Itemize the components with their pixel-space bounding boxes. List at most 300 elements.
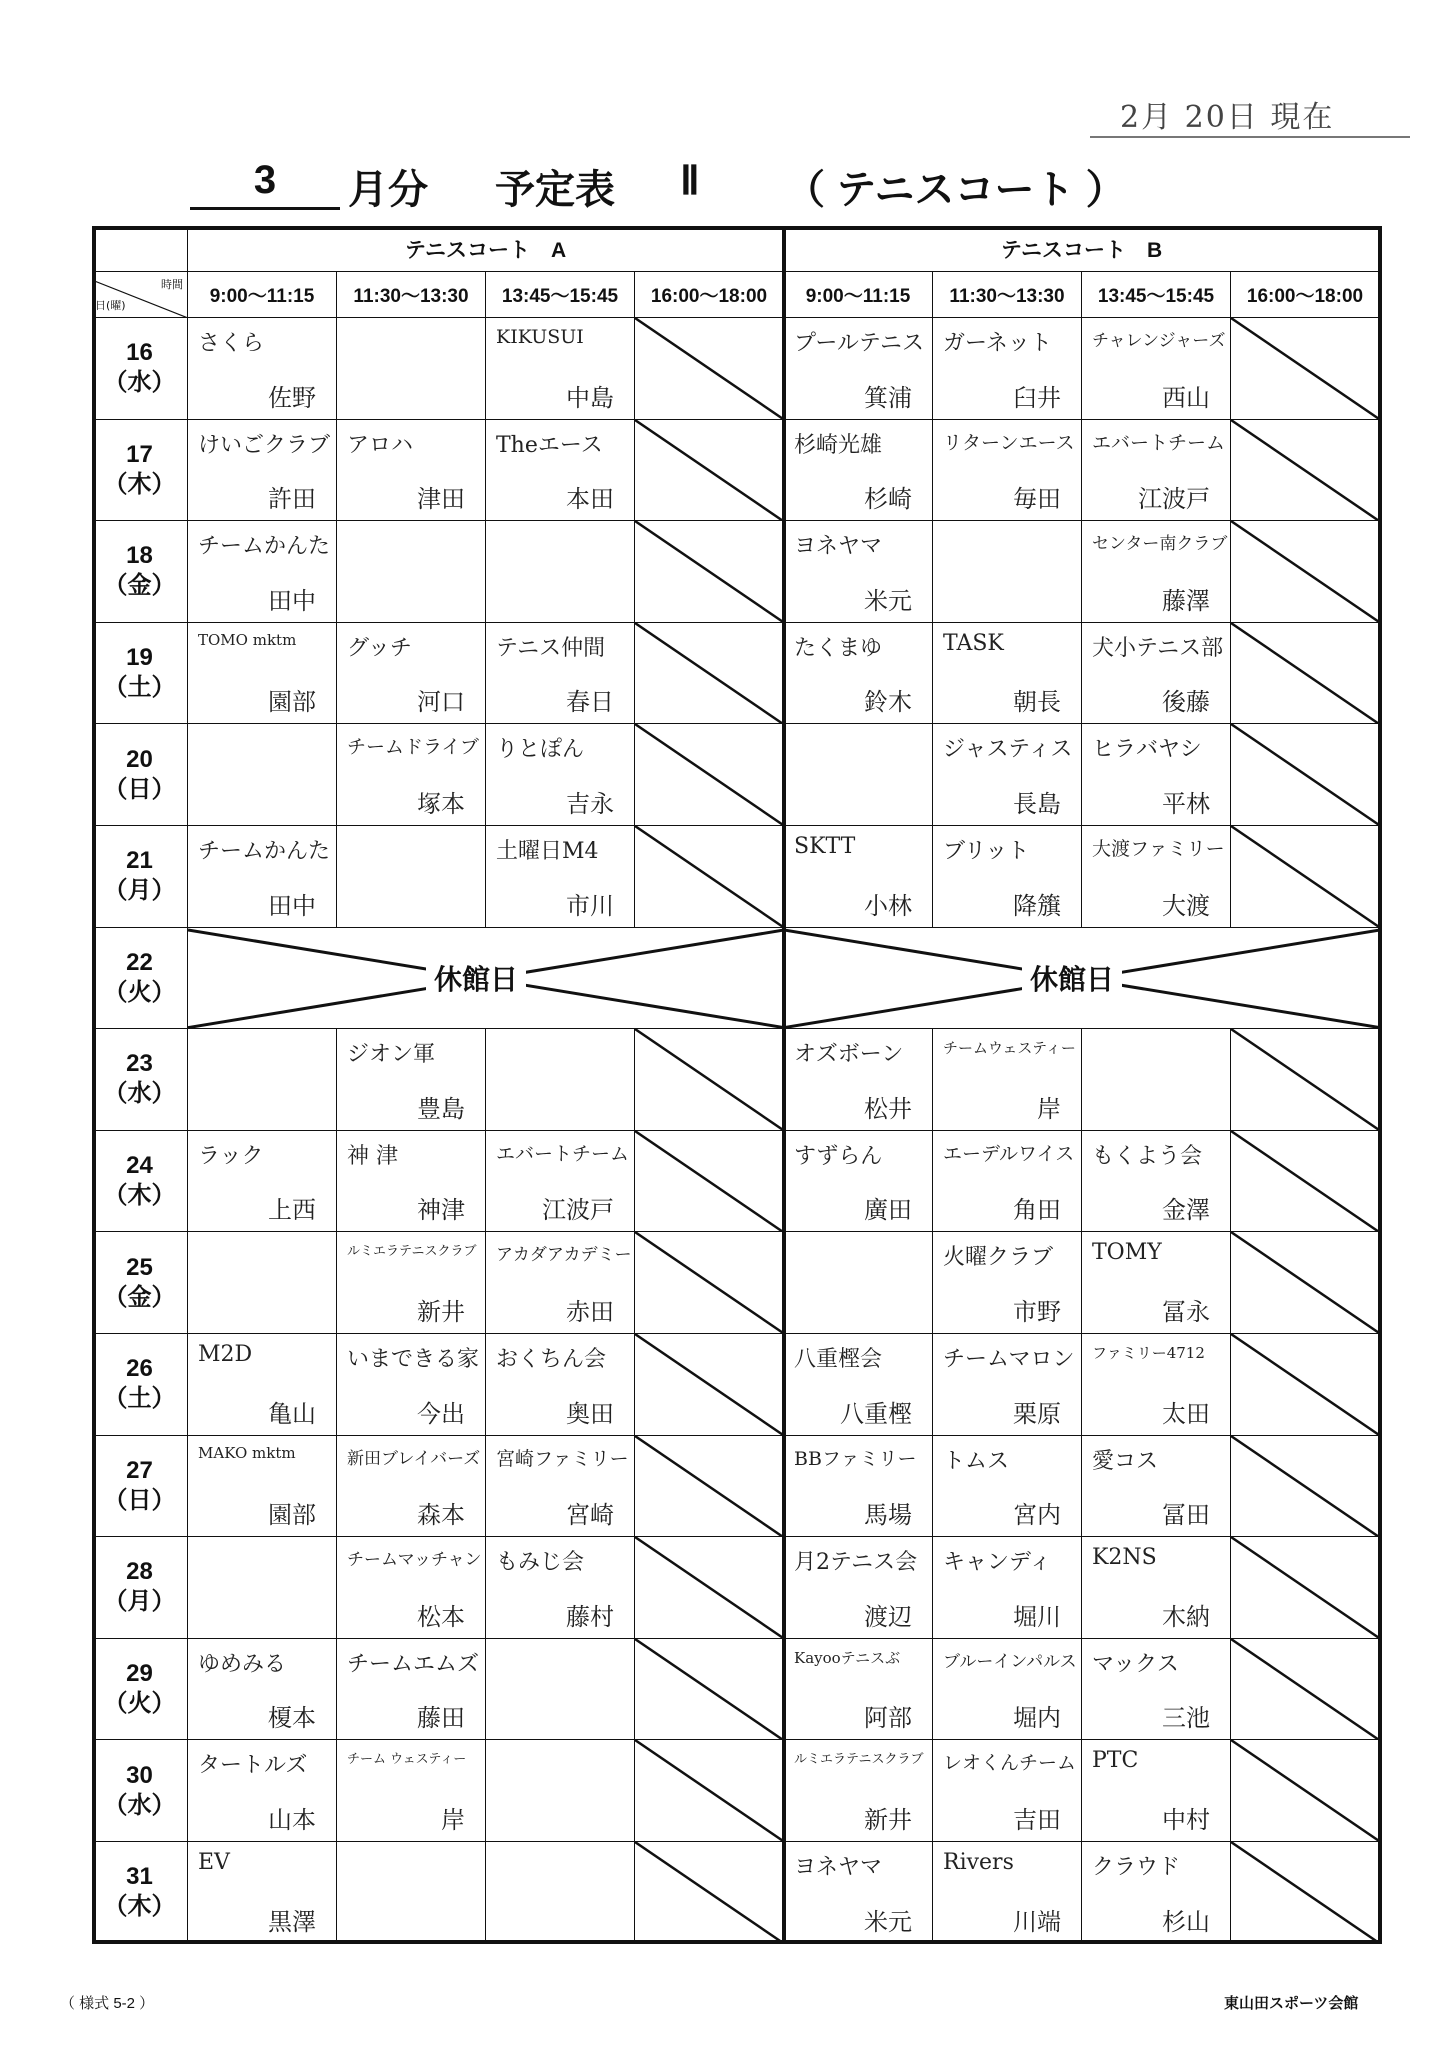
unavailable-slash-line [635,1639,784,1741]
booking-cell [337,1029,486,1131]
representative-name: 箕浦 [864,383,912,412]
unavailable-slash [1231,1436,1380,1538]
team-name: ゆめみる [198,1651,287,1677]
time-slot-header [188,272,337,318]
date-number: 20 [126,745,153,773]
representative-name: 榎本 [268,1704,316,1733]
closed-day-label: 休館日 [426,958,526,998]
booking-cell [784,1334,933,1436]
date-number: 30 [126,1761,153,1789]
booking-cell [337,724,486,826]
representative-name: 亀山 [268,1399,316,1428]
representative-name: 鈴木 [864,688,912,717]
team-name: SKTT [794,834,856,859]
representative-name: 冨田 [1162,1501,1210,1530]
team-name: EV [198,1850,230,1875]
team-name: 愛コス [1092,1448,1159,1474]
unavailable-slash-line [1231,826,1380,928]
unavailable-slash-line [1231,1639,1380,1741]
representative-name: 栗原 [1013,1399,1061,1428]
representative-name: 山本 [268,1805,316,1834]
team-name: TOMO mktm [198,630,297,649]
unavailable-slash [1231,1639,1380,1741]
unavailable-slash [1231,1131,1380,1233]
team-name: チームドライブ [347,736,479,759]
representative-name: 新井 [864,1805,912,1834]
unavailable-slash-line [1231,318,1380,420]
empty-slot [188,1232,337,1334]
booking-cell [486,1334,635,1436]
unavailable-cell [635,623,784,725]
day-of-week: （金） [103,1283,176,1311]
empty-slot [784,724,933,826]
representative-name: 杉山 [1162,1907,1210,1936]
unavailable-slash-line [1231,420,1380,522]
representative-name: 三池 [1162,1704,1210,1733]
empty-slot [337,521,486,623]
unavailable-slash [635,420,784,522]
booking-cell [1082,1740,1231,1842]
unavailable-slash [1231,420,1380,522]
unavailable-slash-line [635,1842,784,1944]
representative-name: 杉崎 [864,485,912,514]
booking-cell [933,1842,1082,1944]
closed-day-cell [784,928,1380,1030]
time-slot-header [486,272,635,318]
representative-name: 馬場 [864,1501,912,1530]
team-name: 土曜日M4 [496,839,599,864]
team-name: テニス仲間 [496,635,606,661]
unavailable-slash [635,1029,784,1131]
date-number: 23 [126,1050,153,1078]
booking-cell [486,826,635,928]
time-slot-header [933,272,1082,318]
representative-name: 奥田 [566,1399,614,1428]
unavailable-cell [1231,1740,1380,1842]
day-of-week: （月） [103,1588,176,1616]
booking-cell [933,1334,1082,1436]
representative-name: 西山 [1162,383,1210,412]
unavailable-cell [1231,420,1380,522]
day-of-week: （水） [103,1791,176,1819]
unavailable-cell [635,1029,784,1131]
team-name: ブリット [943,839,1030,864]
team-name: 新田ブレイバーズ [347,1448,481,1469]
representative-name: 黒澤 [268,1907,316,1936]
representative-name: 津田 [417,485,465,514]
representative-name: 毎田 [1013,485,1061,514]
representative-name: 宮内 [1013,1501,1061,1530]
booking-cell [486,724,635,826]
day-cell [92,826,188,928]
empty-slot [486,1639,635,1741]
team-name: 火曜クラブ [943,1245,1054,1271]
empty-slot [486,1029,635,1131]
booking-cell [784,1639,933,1741]
day-cell [92,1029,188,1131]
day-of-week: （木） [103,470,176,498]
booking-cell [1082,724,1231,826]
unavailable-cell [1231,1537,1380,1639]
booking-cell [188,1334,337,1436]
time-slot-label: 16:00～18:00 [1246,286,1364,307]
representative-name: 大渡 [1162,891,1210,920]
unavailable-slash-line [635,826,784,928]
time-slot-label: 13:45～15:45 [1097,286,1215,307]
representative-name: 八重樫 [840,1399,912,1428]
team-name: すずらん [794,1143,883,1169]
team-name: たくまゆ [794,635,883,661]
representative-name: 新井 [417,1297,465,1326]
unavailable-cell [635,1537,784,1639]
team-name: センター南クラブ [1092,534,1228,555]
booking-cell [188,1842,337,1944]
unavailable-slash [1231,521,1380,623]
team-name: もみじ会 [496,1550,585,1576]
team-name: TASK [943,630,1004,656]
day-cell [92,521,188,623]
booking-cell [337,1537,486,1639]
unavailable-slash [1231,1842,1380,1944]
team-name: トムス [943,1448,1010,1474]
team-name: 杉崎光雄 [794,432,883,458]
representative-name: 松本 [417,1602,465,1631]
representative-name: 堀川 [1013,1602,1061,1631]
team-name: エバートチーム [496,1142,630,1165]
time-slot-header [1082,272,1231,318]
team-name: タートルズ [198,1753,308,1779]
booking-cell [1082,1232,1231,1334]
team-name: レオくんチーム [943,1752,1077,1775]
booking-cell [1082,1334,1231,1436]
unavailable-slash [635,318,784,420]
booking-cell [784,420,933,522]
team-name: アカダアカデミー [496,1245,632,1266]
booking-cell [784,521,933,623]
team-name: ガーネット [943,331,1052,356]
representative-name: 中村 [1162,1805,1210,1834]
time-slot-header [1231,272,1380,318]
day-cell [92,318,188,420]
unavailable-slash [635,1232,784,1334]
booking-cell [933,420,1082,522]
unavailable-cell [1231,1029,1380,1131]
date-number: 16 [126,339,153,367]
team-name: M2D [198,1342,253,1367]
booking-cell [486,1436,635,1538]
time-slot-header [635,272,784,318]
unavailable-cell [635,1436,784,1538]
representative-name: 廣田 [864,1196,912,1225]
booking-cell [486,1131,635,1233]
time-slot-label: 11:30～13:30 [949,286,1065,307]
team-name: 犬小テニス部 [1092,635,1224,661]
day-of-week: （金） [103,572,176,600]
representative-name: 宮崎 [566,1501,614,1530]
unavailable-slash [1231,826,1380,928]
team-name: ヨネヤマ [794,1855,883,1880]
day-cell [92,1740,188,1842]
date-number: 17 [126,440,153,468]
date-number: 24 [126,1152,153,1180]
unavailable-slash-line [635,420,784,522]
day-of-week: （火） [103,1690,176,1718]
representative-name: 後藤 [1162,688,1210,717]
day-of-week: （木） [103,1182,176,1210]
booking-cell [1082,318,1231,420]
team-name: キャンディ [943,1550,1052,1576]
team-name: チームマッチャン [347,1550,482,1571]
time-slot-label: 9:00～11:15 [209,286,315,307]
empty-slot [337,1842,486,1944]
representative-name: 岸 [441,1805,465,1834]
closed-day-cell [188,928,784,1030]
representative-name: 木納 [1162,1602,1210,1631]
date-number: 18 [126,542,153,570]
representative-name: 渡辺 [864,1602,912,1631]
date-number: 27 [126,1456,153,1484]
team-name: オズボーン [794,1042,904,1068]
booking-cell [188,318,337,420]
unavailable-slash [1231,1537,1380,1639]
title-month-suffix: 月分 [348,168,428,212]
booking-cell [188,826,337,928]
title-facility: （ テニスコート ） [785,168,1126,212]
unavailable-slash-line [1231,1740,1380,1842]
unavailable-cell [1231,1842,1380,1944]
team-name: TOMY [1092,1240,1162,1266]
representative-name: 佐野 [268,383,316,412]
unavailable-slash-line [635,1232,784,1334]
unavailable-slash [635,1537,784,1639]
time-slot-header [337,272,486,318]
booking-cell [188,420,337,522]
unavailable-cell [635,826,784,928]
booking-cell [337,420,486,522]
day-cell [92,724,188,826]
representative-name: 田中 [268,586,316,615]
team-name: エーデルワイス [943,1142,1075,1165]
representative-name: 今出 [417,1399,465,1428]
unavailable-cell [635,1639,784,1741]
time-slot-label: 11:30～13:30 [353,286,469,307]
booking-cell [337,1232,486,1334]
representative-name: 市野 [1013,1297,1061,1326]
unavailable-slash-line [635,1334,784,1436]
booking-cell [486,1537,635,1639]
day-of-week: （日） [103,1486,176,1514]
unavailable-cell [1231,1639,1380,1741]
booking-cell [784,623,933,725]
team-name: プールテニス [794,331,925,356]
representative-name: 太田 [1162,1399,1210,1428]
unavailable-slash [1231,623,1380,725]
date-number: 21 [126,847,153,875]
team-name: チームかんた [198,534,331,560]
empty-slot [188,724,337,826]
unavailable-slash-line [635,623,784,725]
booking-cell [486,1232,635,1334]
booking-cell [337,1334,486,1436]
empty-slot [188,1537,337,1639]
court-header [784,226,1380,272]
day-of-week: （日） [103,775,176,803]
unavailable-cell [635,521,784,623]
team-name: 宮崎ファミリー [496,1447,629,1470]
representative-name: 松井 [864,1094,912,1123]
unavailable-slash [635,623,784,725]
day-of-week: （木） [103,1893,176,1921]
booking-cell [188,1639,337,1741]
representative-name: 森本 [417,1501,465,1530]
booking-cell [784,1537,933,1639]
team-name: チーム ウェスティー [347,1752,467,1768]
date-number: 28 [126,1558,153,1586]
court-name: テニスコート A [404,238,567,262]
representative-name: 赤田 [566,1297,614,1326]
booking-cell [784,1436,933,1538]
unavailable-slash [635,521,784,623]
representative-name: 岸 [1037,1094,1061,1123]
booking-cell [486,318,635,420]
unavailable-cell [635,1842,784,1944]
date-number: 26 [126,1355,153,1383]
team-name: リターンエース [943,431,1075,454]
unavailable-cell [635,1131,784,1233]
booking-cell [1082,521,1231,623]
team-name: KIKUSUI [496,326,584,348]
booking-cell [933,318,1082,420]
booking-cell [337,1639,486,1741]
day-cell [92,1232,188,1334]
date-number: 25 [126,1253,153,1281]
unavailable-cell [1231,1131,1380,1233]
booking-cell [1082,826,1231,928]
booking-cell [188,1740,337,1842]
booking-cell [933,724,1082,826]
date-number: 31 [126,1863,153,1891]
day-of-week: （土） [103,1385,176,1413]
booking-cell [933,1436,1082,1538]
unavailable-cell [635,1232,784,1334]
team-name: いまできる家 [347,1347,480,1372]
booking-cell [784,1740,933,1842]
booking-cell [933,1537,1082,1639]
closed-day-label: 休館日 [1022,958,1122,998]
team-name: チームウェスティー [943,1039,1076,1058]
day-cell [92,1334,188,1436]
day-cell [92,1436,188,1538]
team-name: チャレンジャーズ [1092,331,1226,351]
team-name: Kayooテニスぶ [794,1648,901,1667]
team-name: マックス [1092,1651,1179,1677]
team-name: エバートチーム [1092,431,1226,454]
unavailable-cell [635,1740,784,1842]
unavailable-cell [1231,623,1380,725]
time-slot-label: 9:00～11:15 [805,286,911,307]
unavailable-slash [635,1334,784,1436]
team-name: ルミエラテニスクラブ [347,1244,477,1260]
representative-name: 阿部 [864,1704,912,1733]
team-name: ルミエラテニスクラブ [794,1752,924,1768]
time-slot-header [784,272,933,318]
unavailable-cell [1231,1436,1380,1538]
empty-slot [784,1232,933,1334]
booking-cell [784,1029,933,1131]
day-cell [92,420,188,522]
empty-slot [188,1029,337,1131]
empty-slot [337,826,486,928]
form-number: （ 様式 5-2 ） [60,1995,155,2012]
representative-name: 長島 [1013,789,1061,818]
date-number: 29 [126,1660,153,1688]
booking-cell [933,1639,1082,1741]
representative-name: 平林 [1162,789,1210,818]
day-of-week: （月） [103,877,176,905]
unavailable-slash [1231,1334,1380,1436]
day-cell [92,1131,188,1233]
booking-cell [337,623,486,725]
booking-cell [337,1740,486,1842]
unavailable-cell [1231,826,1380,928]
team-name: クラウド [1092,1855,1181,1880]
booking-cell [188,1131,337,1233]
representative-name: 金澤 [1162,1196,1210,1225]
team-name: ファミリー4712 [1092,1344,1205,1362]
representative-name: 中島 [566,383,614,412]
team-name: グッチ [347,635,412,661]
unavailable-slash-line [1231,623,1380,725]
booking-cell [1082,1436,1231,1538]
booking-cell [486,420,635,522]
representative-name: 冨永 [1162,1297,1210,1326]
team-name: チームかんた [198,839,331,864]
team-name: さくら [198,331,265,356]
team-name: おくちん会 [496,1347,607,1372]
booking-cell [188,521,337,623]
representative-name: 朝長 [1013,688,1061,717]
representative-name: 藤村 [566,1602,614,1631]
team-name: 大渡ファミリー [1092,838,1225,860]
booking-cell [784,826,933,928]
empty-slot [486,1842,635,1944]
booking-cell [1082,623,1231,725]
team-name: もくよう会 [1092,1143,1203,1169]
unavailable-slash-line [635,318,784,420]
booking-cell [188,623,337,725]
representative-name: 降籏 [1013,891,1061,920]
day-cell [92,1842,188,1944]
team-name: ラック [198,1143,264,1169]
date-number: 22 [126,948,153,976]
booking-cell [933,826,1082,928]
representative-name: 川端 [1013,1907,1061,1936]
representative-name: 豊島 [417,1094,465,1123]
unavailable-cell [1231,1232,1380,1334]
representative-name: 江波戸 [542,1196,614,1225]
unavailable-cell [1231,521,1380,623]
unavailable-slash [635,1436,784,1538]
unavailable-slash-line [635,1740,784,1842]
day-cell [92,1639,188,1741]
team-name: 神 津 [347,1143,398,1169]
title-roman: Ⅱ [680,159,700,203]
representative-name: 米元 [864,586,912,615]
unavailable-slash-line [1231,1029,1380,1131]
booking-cell [1082,420,1231,522]
booking-cell [784,1131,933,1233]
empty-slot [1082,1029,1231,1131]
